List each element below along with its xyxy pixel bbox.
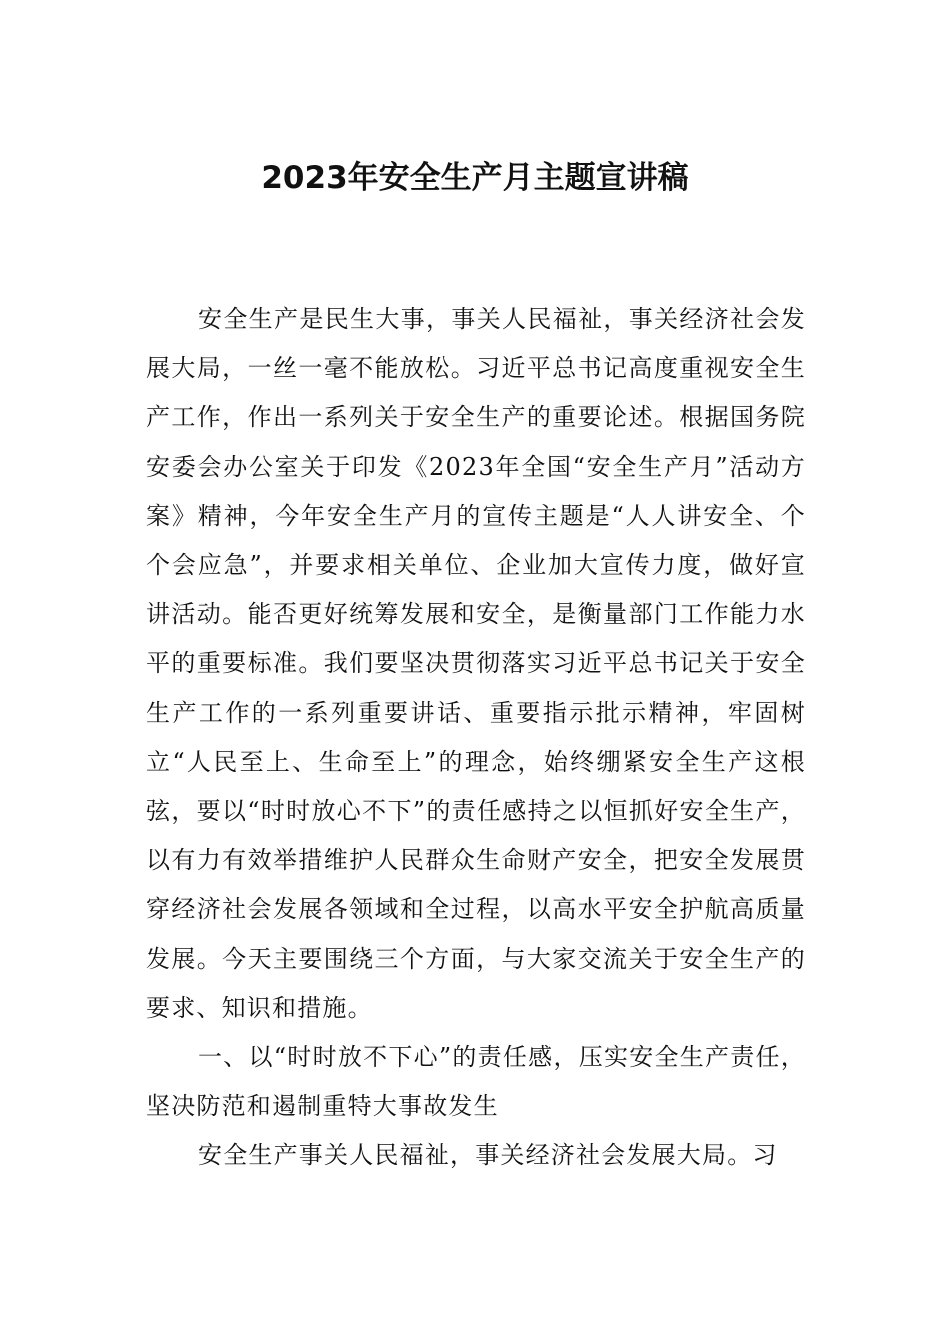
paragraph-section-1: 安全生产事关人民福祉，事关经济社会发展大局。习 xyxy=(198,1141,778,1170)
paragraph-intro: 安全生产是民生大事，事关人民福祉，事关经济社会发展大局，一丝一毫不能放松。习近平总书记高度重视安全生产工作，作出一系列关于安全生产的重要论述。根据国务院安委会办公室关于印发《2023年全国“安全生产月”活动方案》精神，今年安全生产月的宣传主题是“人人讲安全、个个会应急”，并要求相关单位、企业加大宣传力度，做好宣讲活动。能否更好统筹发展和安全，是衡量部门工作能力水平的重要标准。我们要坚决贯彻落实习近平总书记关于安全生产工作的一系列重要讲话、重要指示批示精神，牢固树立“人民至上、生命至上”的理念，始终绷紧安全生产这根弦，要以“时时放心不下”的责任感持之以恒抓好安全生产，以有力有效举措维护人民群众生命财产安全，把安全发展贯穿经济社会发展各领域和全过程，以高水平安全护航高质量发展。今天主要围绕三个方面，与大家交流关于安全生产的要求、知识和措施。 xyxy=(146,305,806,1022)
document-title: 2023年安全生产月主题宣讲稿 xyxy=(261,160,689,196)
document-body xyxy=(146,295,806,1181)
section-heading-1: 一、以“时时放不下心”的责任感，压实安全生产责任，坚决防范和遏制重特大事故发生 xyxy=(146,1043,806,1121)
